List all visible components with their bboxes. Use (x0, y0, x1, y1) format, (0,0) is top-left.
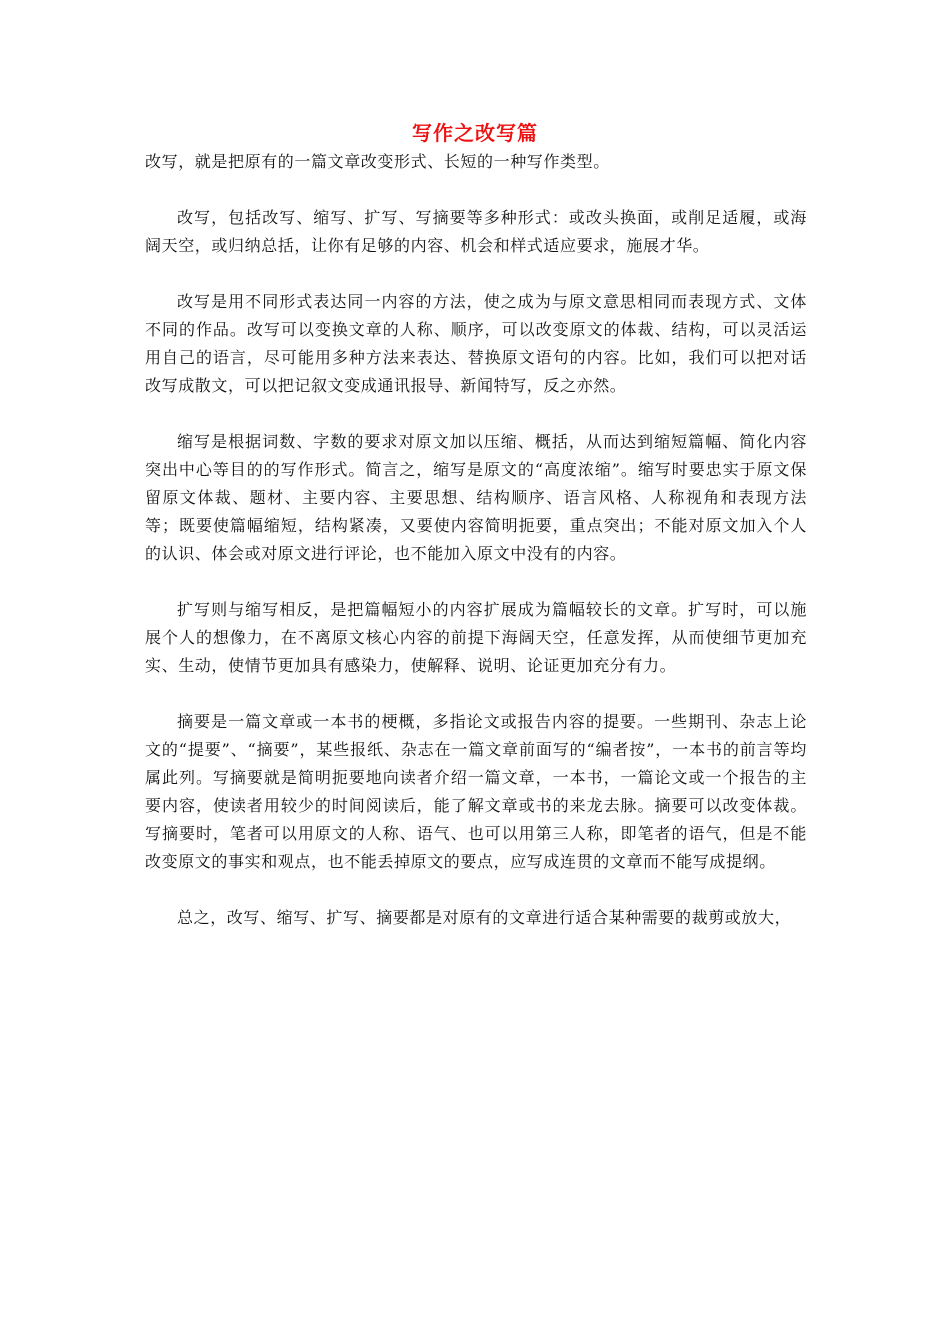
paragraph-rewriting: 改写是用不同形式表达同一内容的方法，使之成为与原文意思相同而表现方式、文体不同的作品。改写可以变换文章的人称、顺序，可以改变原文的体裁、结构，可以灵活运用自己的语言，尽可能用多种方法来表达、替换原文语句的内容。比如，我们可以把对话改写成散文，可以把记叙文变成通讯报导、新闻特写，反之亦然。 (145, 292, 807, 395)
paragraph-condensing: 缩写是根据词数、字数的要求对原文加以压缩、概括，从而达到缩短篇幅、简化内容突出中心等目的的写作形式。简言之，缩写是原文的“高度浓缩”。缩写时要忠实于原文保留原文体裁、题材、主要内容、主要思想、结构顺序、语言风格、人称视角和表现方法等；既要使篇幅缩短，结构紧凑，又要使内容简明扼要，重点突出；不能对原文加入个人的认识、体会或对原文进行评论，也不能加入原文中没有的内容。 (145, 432, 807, 563)
paragraph-forms: 改写，包括改写、缩写、扩写、写摘要等多种形式：或改头换面，或削足适履，或海阔天空，或归纳总括，让你有足够的内容、机会和样式适应要求，施展才华。 (145, 208, 807, 255)
document-title: 写作之改写篇 (412, 121, 538, 145)
paragraph-expanding: 扩写则与缩写相反，是把篇幅短小的内容扩展成为篇幅较长的文章。扩写时，可以施展个人的想像力，在不离原文核心内容的前提下海阔天空，任意发挥，从而使细节更加充实、生动，使情节更加具有感染力，使解释、说明、论证更加充分有力。 (145, 600, 807, 675)
paragraph-summary: 总之，改写、缩写、扩写、摘要都是对原有的文章进行适合某种需要的裁剪或放大， (177, 908, 792, 927)
paragraph-intro: 改写，就是把原有的一篇文章改变形式、长短的一种写作类型。 (145, 152, 610, 171)
document-body (145, 148, 807, 960)
paragraph-abstract: 摘要是一篇文章或一本书的梗概，多指论文或报告内容的提要。一些期刊、杂志上论文的“提要”、“摘要”，某些报纸、杂志在一篇文章前面写的“编者按”，一本书的前言等均属此列。写摘要就是简明扼要地向读者介绍一篇文章，一本书，一篇论文或一个报告的主要内容，使读者用较少的时间阅读后，能了解文章或书的来龙去脉。摘要可以改变体裁。写摘要时，笔者可以用原文的人称、语气、也可以用第三人称，即笔者的语气，但是不能改变原文的事实和观点，也不能丢掉原文的要点，应写成连贯的文章而不能写成提纲。 (145, 712, 807, 871)
